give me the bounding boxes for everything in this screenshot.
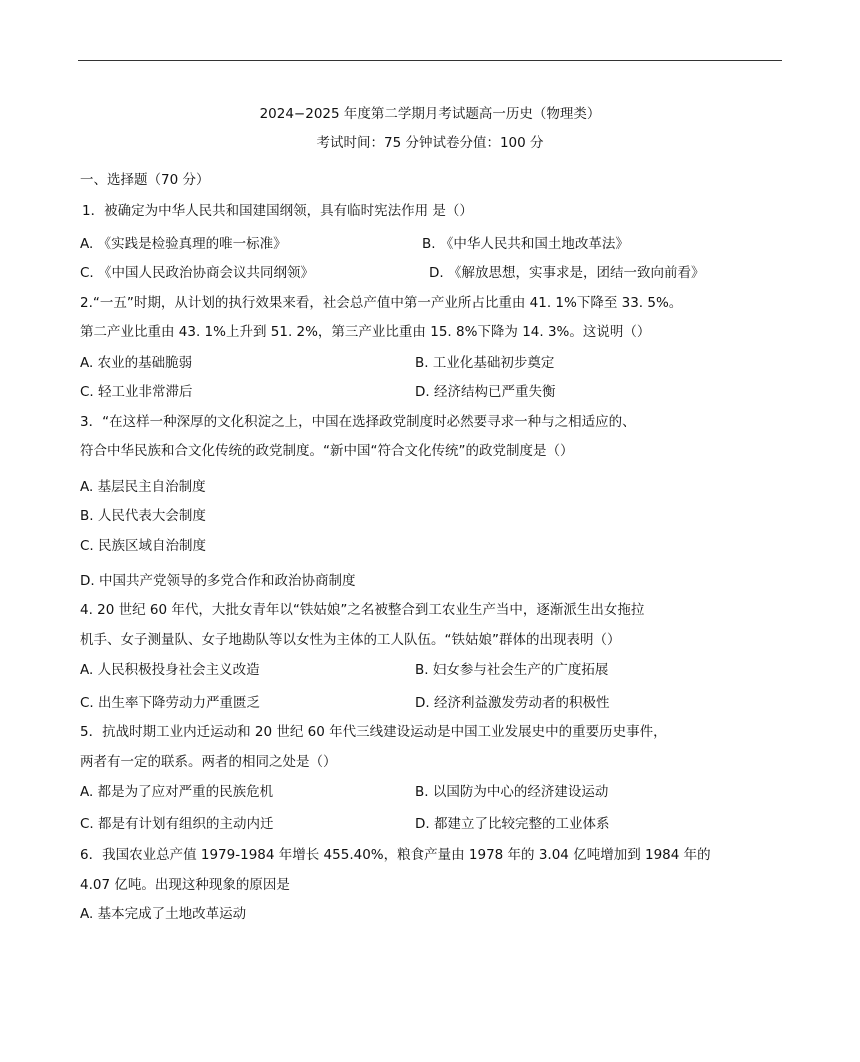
question-4-stem-line-1: 4. 20 世纪 60 年代，大批女青年以“铁姑娘”之名被整合到工农业生产当中，逐渐派生出女拖拉 — [80, 602, 645, 618]
question-2-option-b: B. 工业化基础初步奠定 — [415, 355, 555, 371]
question-2-option-c: C. 轻工业非常滞后 — [80, 384, 193, 400]
question-2-option-a: A. 农业的基础脆弱 — [80, 355, 193, 371]
question-4-option-b: B. 妇女参与社会生产的广度拓展 — [415, 662, 609, 678]
question-5-stem-line-2: 两者有一定的联系。两者的相同之处是（） — [80, 754, 337, 770]
question-1-option-b: B. 《中华人民共和国土地改革法》 — [422, 236, 629, 252]
question-5-stem-line-1: 5．抗战时期工业内迁运动和 20 世纪 60 年代三线建设运动是中国工业发展史中的重要历史事件， — [80, 724, 667, 740]
question-1-stem: 1．被确定为中华人民共和国建国纲领，具有临时宪法作用 是（） — [82, 203, 473, 219]
question-3-option-d: D. 中国共产党领导的多党合作和政治协商制度 — [80, 573, 356, 589]
question-2-option-d: D. 经济结构已严重失衡 — [415, 384, 556, 400]
question-5-option-c: C. 都是有计划有组织的主动内迁 — [80, 816, 274, 832]
question-1-option-a: A. 《实践是检验真理的唯一标准》 — [80, 236, 287, 252]
question-3-option-b: B. 人民代表大会制度 — [80, 508, 206, 524]
question-6-option-a: A. 基本完成了土地改革运动 — [80, 906, 247, 922]
question-3-stem-line-2: 符合中华民族和合文化传统的政党制度。“新中国“符合文化传统”的政党制度是（） — [80, 443, 574, 459]
question-2-stem-line-2: 第二产业比重由 43. 1%上升到 51. 2%，第三产业比重由 15. 8%下降为 14. 3%。这说明（） — [80, 324, 651, 340]
question-3-option-c: C. 民族区域自治制度 — [80, 538, 207, 554]
question-2-stem-line-1: 2.“一五”时期，从计划的执行效果来看，社会总产值中第一产业所占比重由 41. 1%下降至 33. 5%。 — [80, 295, 683, 311]
question-6-stem-line-2: 4.07 亿吨。出现这种现象的原因是 — [80, 877, 290, 893]
exam-subtitle: 考试时间：75 分钟试卷分值：100 分 — [316, 135, 544, 151]
question-5-option-d: D. 都建立了比较完整的工业体系 — [415, 816, 610, 832]
question-4-stem-line-2: 机手、女子测量队、女子地勘队等以女性为主体的工人队伍。“铁姑娘”群体的出现表明（） — [80, 632, 621, 648]
question-4-option-c: C. 出生率下降劳动力严重匮乏 — [80, 695, 261, 711]
section-heading: 一、选择题（70 分） — [80, 172, 210, 188]
exam-title: 2024−2025 年度第二学期月考试题高一历史（物理类） — [259, 106, 601, 122]
question-5-option-a: A. 都是为了应对严重的民族危机 — [80, 784, 274, 800]
question-5-option-b: B. 以国防为中心的经济建设运动 — [415, 784, 609, 800]
question-4-option-d: D. 经济利益激发劳动者的积极性 — [415, 695, 610, 711]
question-3-option-a: A. 基层民主自治制度 — [80, 479, 206, 495]
question-3-stem-line-1: 3．“在这样一种深厚的文化积淀之上，中国在选择政党制度时必然要寻求一种与之相适应的、 — [80, 414, 636, 430]
question-4-option-a: A. 人民积极投身社会主义改造 — [80, 662, 260, 678]
question-1-option-d: D. 《解放思想，实事求是，团结一致向前看》 — [429, 265, 705, 281]
question-6-stem-line-1: 6．我国农业总产值 1979-1984 年增长 455.40%，粮食产量由 1978 年的 3.04 亿吨增加到 1984 年的 — [80, 847, 711, 863]
question-1-option-c: C. 《中国人民政治协商会议共同纲领》 — [80, 265, 315, 281]
header-rule — [78, 60, 782, 61]
